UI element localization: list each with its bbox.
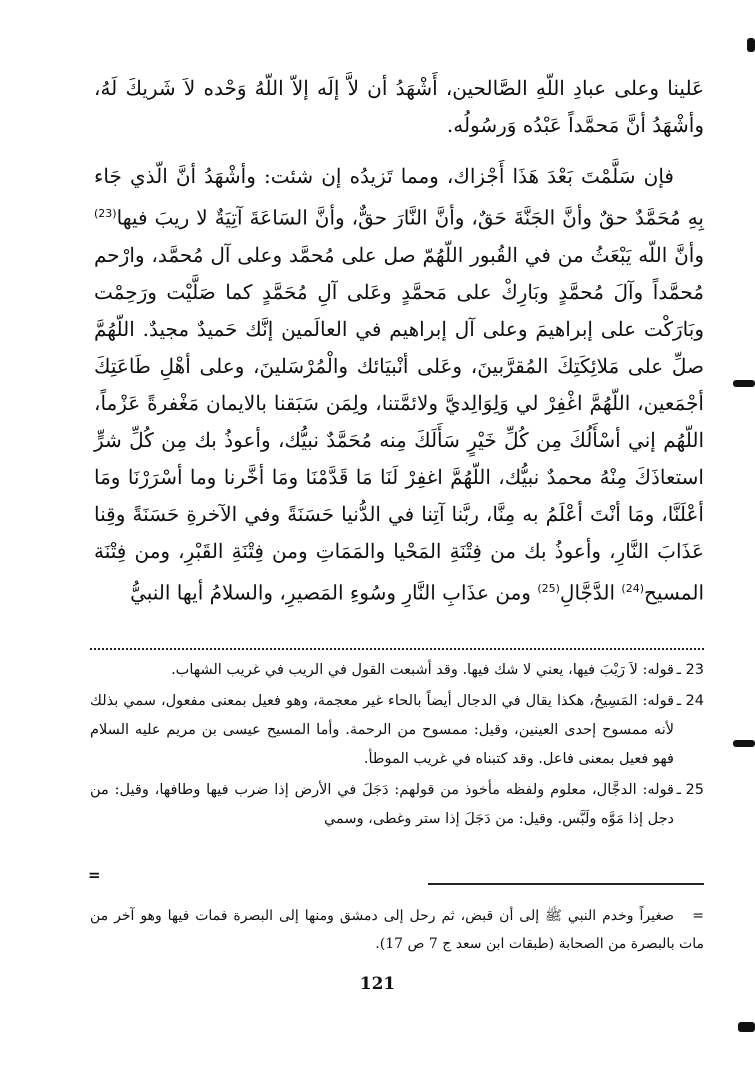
footnote-number: 23 ـ [676, 662, 704, 678]
paragraph-2 [94, 158, 704, 611]
footnote-separator-dotted [90, 648, 704, 650]
footnote-number: 25 ـ [676, 782, 704, 798]
scan-edge-mark-right [733, 380, 755, 387]
paragraph-2-part-b: وأنَّ اللّه يَبْعَثُ من في القُبور اللّهُمّ صل على مُحمَّد وعلى آل مُحمَّد، وارْحم مُحمَّداً وآلَ مُحمَّدٍ وبَارِكْ على مَحمَّدٍ وعَلى آلِ مُحَمَّدٍ كما صَلَّيْت ورَحِمْت وبَارَكْت على إبراهيمَ وعلى آل إبراهيم في العالَمين إنَّك حَميدٌ مجيدٌ. اللّهُمَّ صلِّ على مَلائِكَتِكَ المُقرَّبينَ، وعَلى أنْبيَائك والْمُرْسَلينَ، وعلى أهْلِ طَاعَتِكَ أجْمَعين، اللّهُمَّ اغْفِرْ لي وَلِوَالِديَّ ولائمَّتنا، ولِمَن سَبَقنا بالايمان مَغْفرةً عَزْماً، اللّهُم إني أسْأَلُكَ مِن كُلِّ خَيْرٍ سَأَلَكَ مِنه مُحَمَّدٌ نبيُّك، وأعوذُ بك مِن كُلِّ شرٍّ استعاذَكَ مِنْهُ محمدٌ نبيُّك، اللّهُمَّ اغفِرْ لَنَا مَا قَدَّمْنَا ومَا أخَّرنا وما أسْرَرْنَا ومَا أعْلَنَّا، ومَا أنْتَ أعْلَمُ به مِنَّا، ربَّنا آتِنا في الدُّنيا حَسَنَةً وفي الآخرةِ حَسَنَةً وقِنا عَذَابَ النَّارِ، وأعوذُ بك من فِتْنَةِ المَحْيا والمَمَاتِ ومن فِتْنَةِ القَبْرِ، ومن فِتْنَة المسيح [94, 242, 704, 605]
footnote-ref-24[interactable]: (24) [621, 581, 644, 595]
footnote-number: 24 ـ [676, 693, 704, 709]
footnote-text: قوله: المَسِيحُ، هكذا يقال في الدجال أيضاً بالحاء غير معجمة، وهو فعيل بمعنى مفعول، سمي بذلك لأنه ممسوح إحدى العينين، وقيل: ممسوح من الرحمة. وأما المسيح عيسى بن مريم عليه السلام فهو فعيل بمعنى فاعل. وقد كتبناه في غريب الموطأ. [90, 693, 674, 767]
footnote-ref-23[interactable]: (23) [94, 207, 117, 220]
footnote-24 [90, 687, 704, 774]
main-body-text [94, 70, 704, 611]
footnote-text: قوله: لاَ رَيْبَ فيها، يعني لا شك فيها. وقد أشبعت القول في الريب في غريب الشهاب. [171, 662, 674, 678]
continued-text: صغيراً وخدم النبي ﷺ إلى أن قبض، ثم رحل إلى دمشق ومنها إلى البصرة فمات فيها وهو آخر من مات بالبصرة من الصحابة (طبقات ابن سعد ج 7 ص 17). [90, 908, 704, 952]
scan-edge-mark-bottom [738, 1022, 755, 1032]
footnote-ref-25[interactable]: (25) [537, 581, 560, 595]
paragraph-2-part-a: فإن سَلَّمْتَ بَعْدَ هَذَا أَجْزاك، ومما تَزيدُه إن شئت: وأشْهَدُ أنَّ الّذي جَاء بِهِ مُحَمَّدٌ حقٌ وأنَّ الجَنَّةَ حَقٌ، وأنَّ النَّارَ حقٌّ، وأنَّ السَاعَةَ آتِيَةٌ لا ريبَ فيها [94, 164, 704, 230]
paragraph-2-part-c: الدَّجَّالِ [559, 580, 622, 605]
paragraph-1: عَلينا وعلى عبادِ اللّهِ الصَّالحين، أَشْهَدُ أن لاَّ إلَه إلاّ اللّهُ وَحْده لاَ شَريكَ لَهُ، وأشْهَدُ أنَّ مَحمَّداً عَبْدُه وَرسُولُه. [94, 76, 704, 137]
footnote-text: قوله: الدجَّال، معلوم ولفظه مأخوذ من قولهم: دَجَلَ في الأرض إذا ضرب فيها وطافها، وقيل: من دجل إذا مَوَّه ولَبَّس. وقيل: من دَجَلَ إذا ستر وغطى، وسمي [90, 782, 674, 827]
page-number: 121 [359, 974, 396, 994]
continued-footnote [90, 902, 704, 958]
footnotes [90, 656, 704, 836]
continuation-marker: = [88, 866, 101, 884]
footnote-25 [90, 776, 704, 834]
footnote-separator-solid [428, 883, 704, 885]
paragraph-2-part-d: ومن عذَابِ النَّارِ وسُوءِ المَصيرِ، والسلامُ أيها النبيُّ [130, 580, 538, 605]
continued-marker: = [692, 908, 704, 924]
footnote-23 [90, 656, 704, 685]
scan-edge-mark-middle [733, 740, 755, 747]
scan-edge-mark-top [747, 38, 755, 52]
